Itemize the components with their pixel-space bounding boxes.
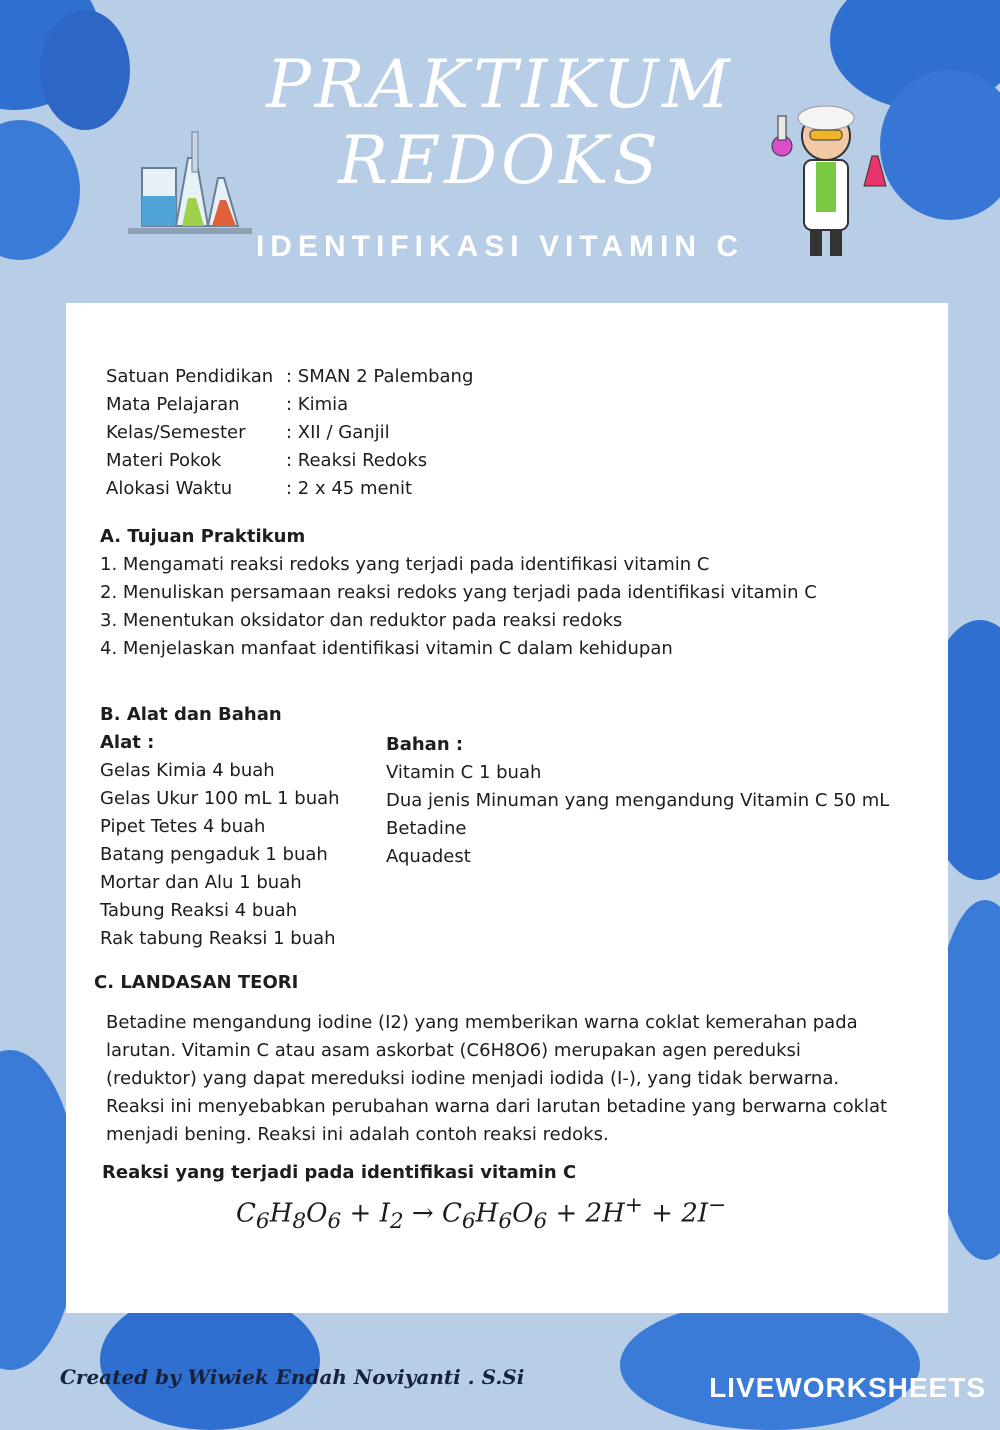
flower-decoration <box>620 1300 920 1430</box>
identity-value: : 2 x 45 menit <box>286 478 413 499</box>
identity-row <box>106 447 427 475</box>
page-title-line-2: REDOKS <box>338 122 662 199</box>
identity-value: : Kimia <box>286 394 349 415</box>
list-item: 1. Mengamati reaksi redoks yang terjadi pada identifikasi vitamin C <box>100 554 710 575</box>
theory-paragraph: Betadine mengandung iodine (I2) yang memberikan warna coklat kemerahan pada larutan. Vitamin C atau asam askorbat (C6H8O6) merupakan agen pereduksi (reduktor) yang dapat mereduksi iodine menjadi iodida (I-), yang tidak berwarna. Reaksi ini menyebabkan perubahan warna dari larutan betadine yang berwarna coklat menjadi bening. Reaksi ini adalah contoh reaksi redoks. <box>106 1012 888 1145</box>
identity-value: : SMAN 2 Palembang <box>286 366 474 387</box>
reaction-equation: $C_6H_8O_6 + I_2 \to C_6H_6O_6 + 2H^+ + 2I^-$ <box>236 1193 727 1234</box>
bahan-item: Dua jenis Minuman yang mengandung Vitamin C 50 mL <box>386 790 890 811</box>
identity-label: Mata Pelajaran <box>106 394 240 415</box>
bahan-heading: Bahan : <box>386 734 464 755</box>
alat-item: Gelas Kimia 4 buah <box>100 760 275 781</box>
identity-value: : Reaksi Redoks <box>286 450 428 471</box>
alat-item: Gelas Ukur 100 mL 1 buah <box>100 788 340 809</box>
alat-item: Pipet Tetes 4 buah <box>100 816 266 837</box>
identity-label: Satuan Pendidikan <box>106 366 274 387</box>
section-a-heading: A. Tujuan Praktikum <box>100 526 306 547</box>
page-title: PRAKTIKUM <box>266 46 734 123</box>
alat-item: Tabung Reaksi 4 buah <box>100 900 298 921</box>
identity-row <box>106 419 390 447</box>
reaction-heading: Reaksi yang terjadi pada identifikasi vitamin C <box>102 1162 577 1183</box>
alat-item: Rak tabung Reaksi 1 buah <box>100 928 336 949</box>
identity-row <box>106 391 348 419</box>
alat-item: Batang pengaduk 1 buah <box>100 844 328 865</box>
identity-label: Materi Pokok <box>106 450 222 471</box>
bahan-item: Aquadest <box>386 846 471 867</box>
identity-label: Kelas/Semester <box>106 422 246 443</box>
author-credit: Created by Wiwiek Endah Noviyanti . S.Si <box>60 1365 525 1389</box>
list-item: 4. Menjelaskan manfaat identifikasi vitamin C dalam kehidupan <box>100 638 673 659</box>
section-c-heading: C. LANDASAN TEORI <box>94 972 299 993</box>
bahan-item: Betadine <box>386 818 467 839</box>
identity-value: : XII / Ganjil <box>286 422 390 443</box>
alat-heading: Alat : <box>100 732 155 753</box>
bahan-item: Vitamin C 1 buah <box>386 762 542 783</box>
alat-item: Mortar dan Alu 1 buah <box>100 872 302 893</box>
page-subtitle: IDENTIFIKASI VITAMIN C <box>255 230 745 263</box>
liveworksheets-logo: LIVEWORKSHEETS <box>709 1372 986 1403</box>
worksheet-card <box>66 303 948 1313</box>
identity-row <box>106 363 473 391</box>
list-item: 2. Menuliskan persamaan reaksi redoks yang terjadi pada identifikasi vitamin C <box>100 582 817 603</box>
list-item: 3. Menentukan oksidator dan reduktor pada reaksi redoks <box>100 610 623 631</box>
section-b-heading: B. Alat dan Bahan <box>100 704 282 725</box>
identity-row <box>106 475 412 503</box>
identity-label: Alokasi Waktu <box>106 478 233 499</box>
